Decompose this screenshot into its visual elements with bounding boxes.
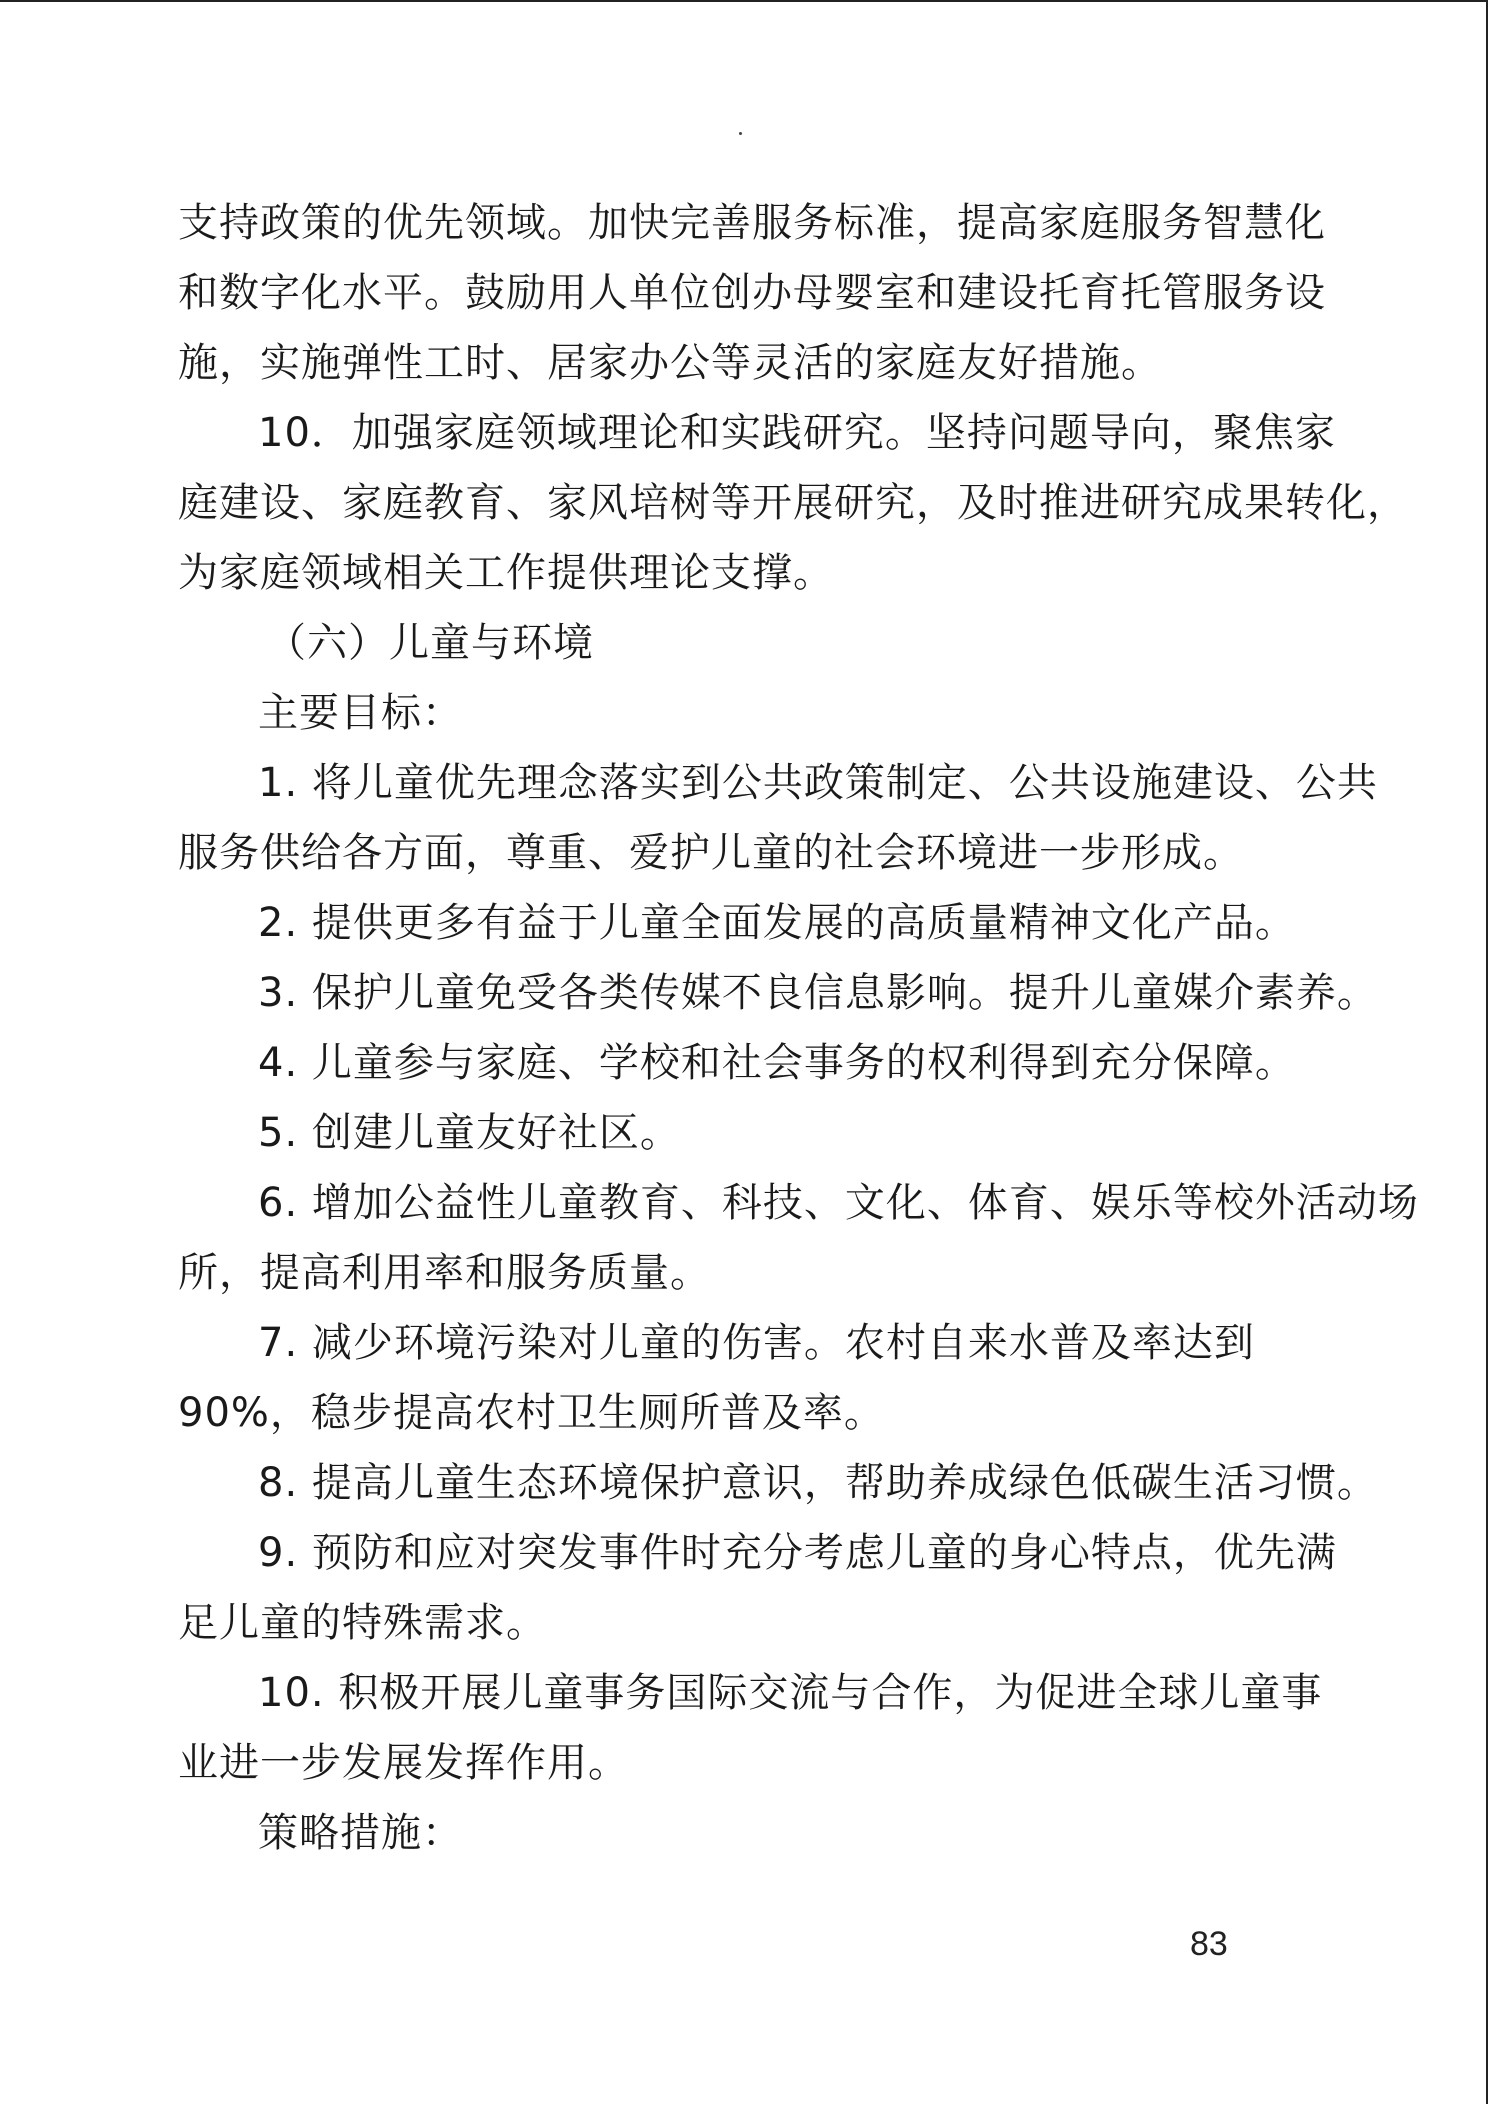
list-item: 5. 创建儿童友好社区。 [258,1110,681,1156]
list-item: 2. 提供更多有益于儿童全面发展的高质量精神文化产品。 [258,900,1296,946]
paragraph-line: 10．加强家庭领域理论和实践研究。坚持问题导向，聚焦家 [258,410,1336,456]
page-number: 83 [1190,1925,1228,1963]
paragraph-line: 支持政策的优先领域。加快完善服务标准，提高家庭服务智慧化 [178,200,1326,246]
list-item: 1. 将儿童优先理念落实到公共政策制定、公共设施建设、公共 [258,760,1378,806]
paragraph-line: 和数字化水平。鼓励用人单位创办母婴室和建设托育托管服务设 [178,270,1326,316]
list-item-continuation: 90%，稳步提高农村卫生厕所普及率。 [178,1390,885,1436]
section-heading: （六）儿童与环境 [266,620,594,666]
list-item: 3. 保护儿童免受各类传媒不良信息影响。提升儿童媒介素养。 [258,970,1378,1016]
list-item: 7. 减少环境污染对儿童的伤害。农村自来水普及率达到 [258,1320,1255,1366]
scan-dot-mark [739,132,742,135]
paragraph-line: 为家庭领域相关工作提供理论支撑。 [178,550,834,596]
body-text [178,188,1419,1868]
subheading-strategies: 策略措施： [258,1810,463,1856]
list-item: 8. 提高儿童生态环境保护意识，帮助养成绿色低碳生活习惯。 [258,1460,1378,1506]
list-item-continuation: 服务供给各方面，尊重、爱护儿童的社会环境进一步形成。 [178,830,1244,876]
paragraph-line: 施，实施弹性工时、居家办公等灵活的家庭友好措施。 [178,340,1162,386]
list-item-continuation: 足儿童的特殊需求。 [178,1600,547,1646]
list-item-continuation: 业进一步发展发挥作用。 [178,1740,629,1786]
list-item: 10. 积极开展儿童事务国际交流与合作，为促进全球儿童事 [258,1670,1323,1716]
subheading-main-goals: 主要目标： [258,690,463,736]
list-item: 4. 儿童参与家庭、学校和社会事务的权利得到充分保障。 [258,1040,1296,1086]
list-item: 9. 预防和应对突发事件时充分考虑儿童的身心特点，优先满 [258,1530,1337,1576]
list-item-continuation: 所，提高利用率和服务质量。 [178,1250,711,1296]
list-item: 6. 增加公益性儿童教育、科技、文化、体育、娱乐等校外活动场 [258,1180,1419,1226]
paragraph-line: 庭建设、家庭教育、家风培树等开展研究，及时推进研究成果转化， [178,480,1408,526]
